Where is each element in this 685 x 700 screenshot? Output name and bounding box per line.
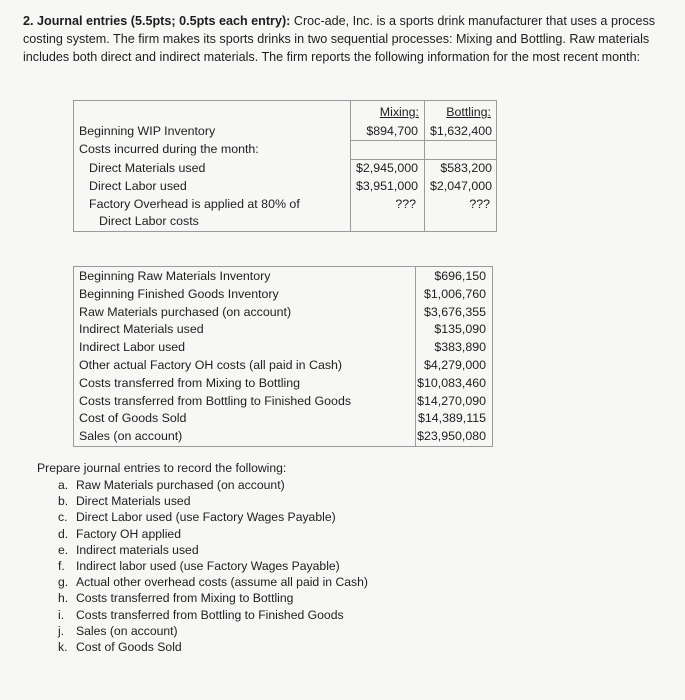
row-value: $10,083,460 — [417, 376, 486, 390]
row-label: Costs transferred from Bottling to Finished Goods — [79, 394, 352, 408]
list-item — [58, 526, 368, 542]
row-label: Direct Labor costs — [99, 214, 199, 228]
table-row — [74, 159, 496, 177]
table-row — [74, 286, 492, 304]
row-label: Raw Materials purchased (on account) — [79, 305, 292, 319]
item-letter: k. — [58, 639, 68, 654]
row-label: Cost of Goods Sold — [79, 411, 187, 425]
item-letter: a. — [58, 478, 69, 492]
bottling-value: $2,047,000 — [429, 179, 492, 193]
item-text: Costs transferred from Bottling to Finished Goods — [76, 607, 344, 622]
item-letter: h. — [58, 591, 69, 606]
mixing-value: $2,945,000 — [355, 161, 418, 175]
item-text: Actual other overhead costs (assume all paid in Cash) — [76, 575, 368, 590]
item-letter: g. — [58, 575, 69, 590]
row-value: $1,006,760 — [423, 287, 486, 301]
table-row — [74, 339, 492, 357]
mixing-value: ??? — [395, 197, 416, 211]
cost-data-table — [73, 266, 493, 447]
mixing-value: $3,951,000 — [355, 179, 418, 193]
item-letter: e. — [58, 542, 69, 557]
item-text: Costs transferred from Mixing to Bottling — [76, 591, 294, 606]
item-letter: b. — [58, 494, 69, 509]
list-item — [58, 623, 368, 639]
table-row — [74, 428, 492, 446]
list-item — [58, 590, 368, 606]
item-text: Raw Materials purchased (on account) — [76, 478, 285, 492]
table-row — [74, 177, 496, 195]
problem-heading: 2. Journal entries (5.5pts; 0.5pts each entry): — [23, 14, 291, 28]
row-label: Indirect Materials used — [79, 322, 204, 336]
row-value: $14,270,090 — [417, 394, 486, 408]
list-item — [58, 607, 368, 623]
table-row — [74, 393, 492, 411]
row-label: Direct Labor used — [89, 179, 187, 193]
row-label: Costs transferred from Mixing to Bottling — [79, 376, 301, 390]
table-row — [74, 321, 492, 339]
row-value: $3,676,355 — [423, 305, 486, 319]
problem-intro — [23, 12, 663, 66]
item-letter: j. — [58, 623, 65, 638]
table-row — [74, 268, 492, 286]
row-label: Beginning WIP Inventory — [79, 124, 216, 138]
table-row — [74, 122, 496, 140]
row-value: $135,090 — [434, 322, 486, 336]
row-label: Factory Overhead is applied at 80% of — [89, 197, 300, 211]
row-label: Other actual Factory OH costs (all paid in Cash) — [79, 358, 343, 372]
table-row — [74, 357, 492, 375]
item-letter: c. — [58, 510, 68, 525]
row-label: Beginning Finished Goods Inventory — [79, 287, 279, 301]
list-item — [58, 509, 368, 525]
table-row — [74, 140, 496, 158]
row-label: Indirect Labor used — [79, 340, 186, 354]
table-row — [74, 195, 496, 213]
bottling-value: ??? — [469, 197, 490, 211]
instructions: Prepare journal entries to record the following: — [37, 461, 287, 475]
item-text: Direct Labor used (use Factory Wages Payable) — [76, 510, 336, 525]
list-item — [58, 542, 368, 558]
item-letter: f. — [58, 558, 65, 573]
process-cost-table — [73, 100, 497, 232]
list-item — [58, 558, 368, 574]
list-item — [58, 477, 368, 493]
row-value: $4,279,000 — [423, 358, 486, 372]
item-text: Sales (on account) — [76, 623, 178, 638]
item-letter: i. — [58, 607, 65, 622]
item-text: Factory OH applied — [76, 526, 181, 541]
row-value: $23,950,080 — [417, 429, 486, 443]
row-value: $383,890 — [434, 340, 486, 354]
row-value: $696,150 — [434, 269, 486, 283]
row-value: $14,389,115 — [418, 411, 486, 425]
mixing-column-header: Mixing: — [379, 105, 419, 119]
bottling-column-header: Bottling: — [446, 105, 491, 119]
task-list — [58, 477, 368, 655]
item-letter: d. — [58, 526, 69, 541]
table-row — [74, 212, 496, 230]
table-row — [74, 304, 492, 322]
list-item — [58, 574, 368, 590]
bottling-value: $1,632,400 — [429, 124, 492, 138]
row-label: Direct Materials used — [89, 161, 206, 175]
list-item — [58, 493, 368, 509]
row-label: Sales (on account) — [79, 429, 183, 443]
table-row — [74, 410, 492, 428]
item-text: Indirect labor used (use Factory Wages Payable) — [76, 558, 340, 573]
row-label: Beginning Raw Materials Inventory — [79, 269, 271, 283]
row-label: Costs incurred during the month: — [79, 142, 259, 156]
list-item — [58, 639, 368, 655]
problem-description: Croc-ade, Inc. is a sports drink manufacturer that uses a process costing system. The firm makes its sports drinks in two sequential processes: Mixing and Bottling. Raw materials includes both direct and indirect materials. The firm reports the following information for the most recent month: — [23, 14, 656, 64]
bottling-value: $583,200 — [440, 161, 492, 175]
item-text: Direct Materials used — [76, 494, 191, 509]
item-text: Indirect materials used — [76, 542, 199, 557]
table-row — [74, 375, 492, 393]
item-text: Cost of Goods Sold — [76, 639, 182, 654]
mixing-value: $894,700 — [366, 124, 418, 138]
